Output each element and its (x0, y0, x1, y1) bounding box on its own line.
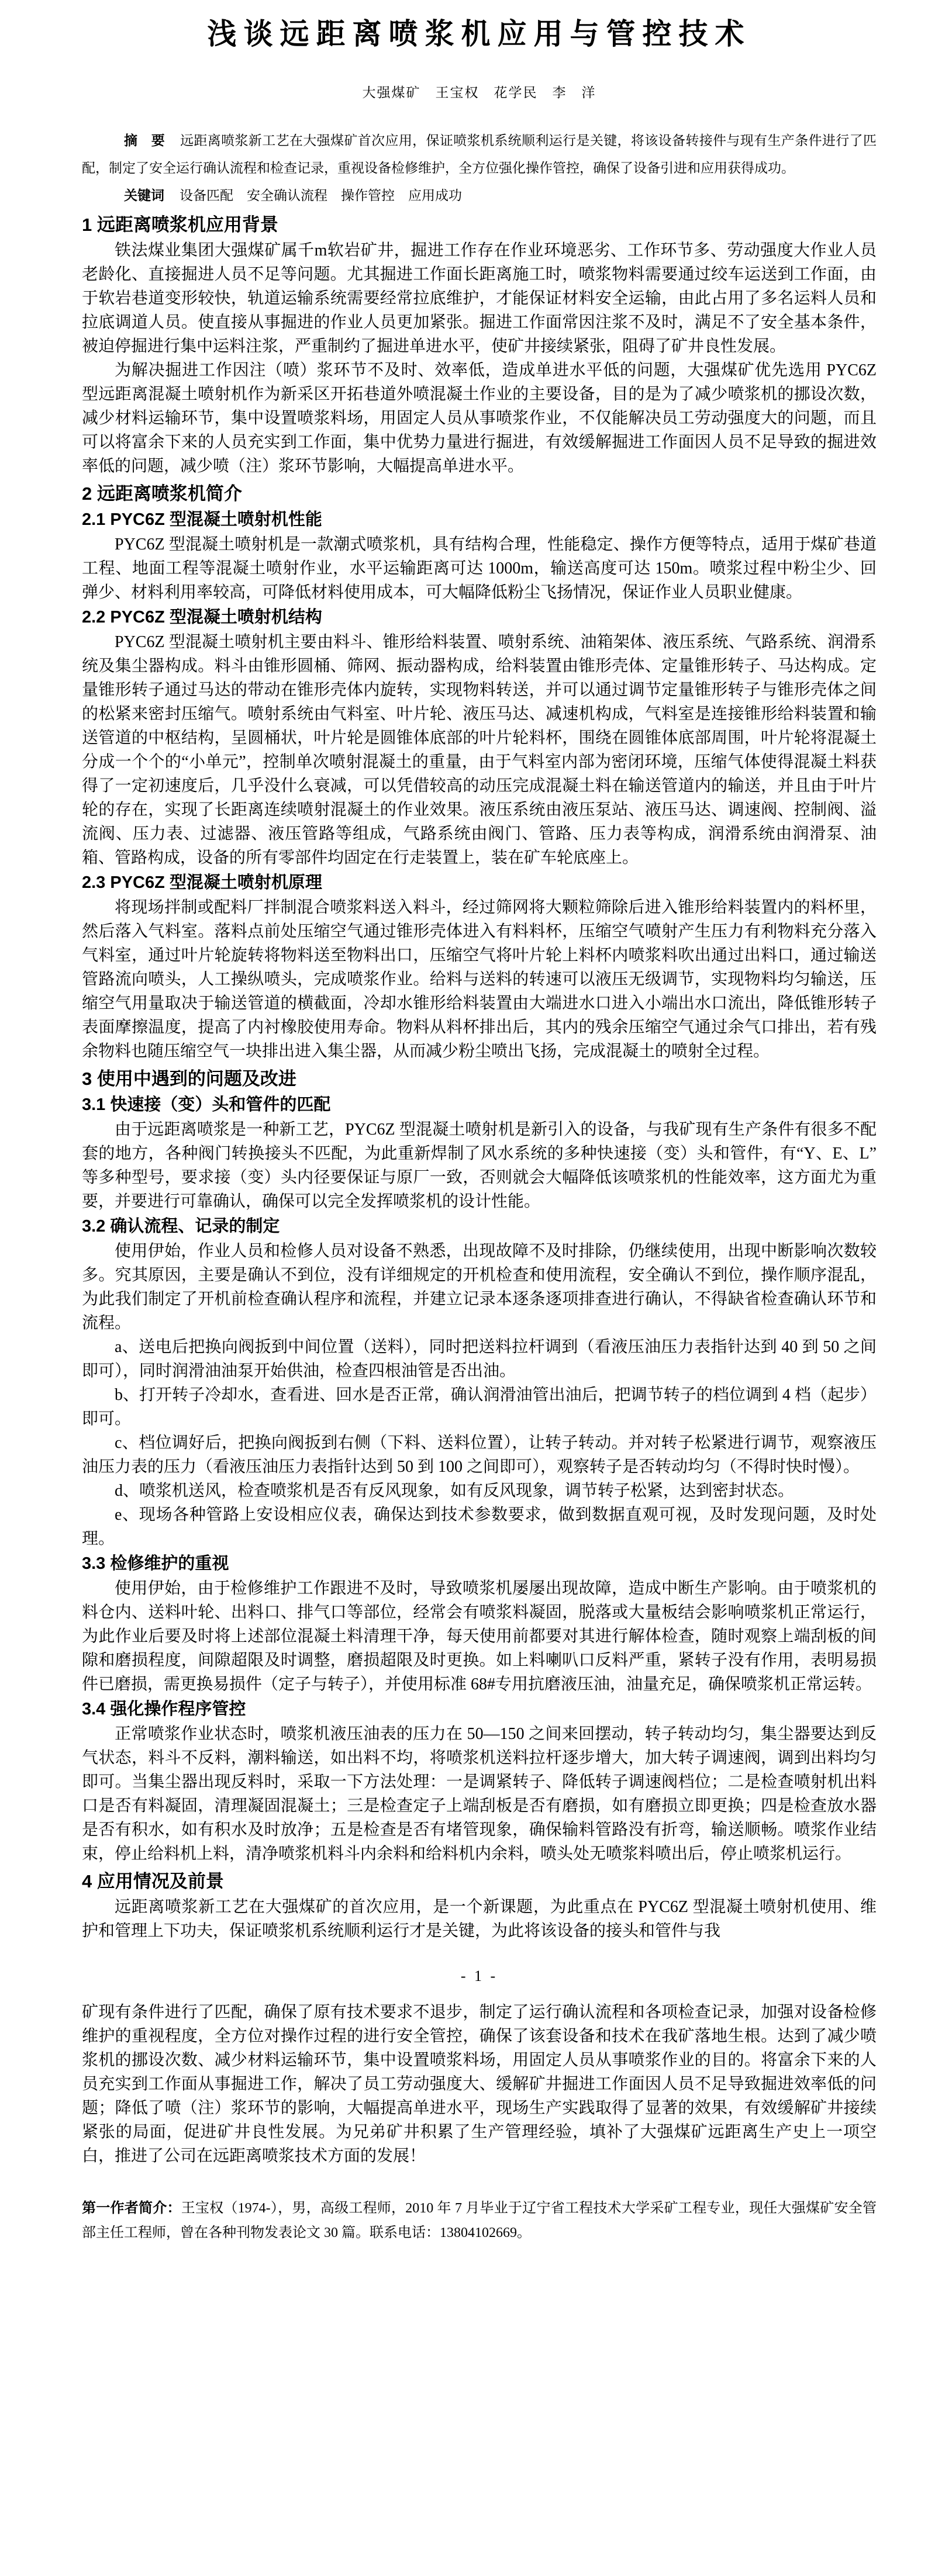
author-bio-text: 王宝权（1974-），男，高级工程师，2010 年 7 月毕业于辽宁省工程技术大学采矿工程专业，现任大强煤矿安全管部主任工程师，曾在各种刊物发表论文 30 篇。联系电话：13804102669。 (82, 2201, 877, 2240)
section-3-4-paragraph: 正常喷浆作业状态时，喷浆机液压油表的压力在 50—150 之间来回摆动，转子转动均匀，集尘器要达到反气状态，料斗不反料，潮料输送，如出料不均，将喷浆机送料拉杆逐步增大，加大转子调速阀，调到出料均匀即可。当集尘器出现反料时，采取一下方法处理：一是调紧转子、降低转子调速阀档位；二是检查喷射机出料口是否有料凝固，清理凝固混凝土；三是检查定子上端刮板是否有磨损，如有磨损立即更换；四是检查放水器是否有积水，如有积水及时放净；五是检查是否有堵管现象，确保输料管路没有折弯，输送顺畅。喷浆作业结束，停止给料机上料，清净喷浆机料斗内余料和给料机内余料，喷头处无喷浆料喷出后，停止喷浆机运行。 (82, 1725, 877, 1863)
section-4-paragraph-page2: 矿现有条件进行了匹配，确保了原有技术要求不退步，制定了运行确认流程和各项检查记录，加强对设备检修维护的重视程度，全方位对操作过程的进行安全管控，确保了该套设备和技术在我矿落地生根。达到了减少喷浆机的挪设次数、减少材料运输环节，集中设置喷浆料场，用固定人员从事喷浆作业的目的。将富余下来的人员充实到工作面从事掘进工作，解决了员工劳动强度大、缓解矿井掘进工作面因人员不足导致掘进效率低的问题；降低了喷（注）浆环节的影响，大幅提高单进水平，现场生产实践取得了显著的效果，有效缓解矿井接续紧张的局面，促进矿井良性发展。为兄弟矿井积累了生产管理经验，填补了大强煤矿远距离生产史上一项空白，推进了公司在远距离喷浆技术方面的发展！ (82, 2003, 877, 2165)
keywords (82, 182, 877, 209)
section-3-4-heading: 3.4 强化操作程序管控 (82, 1700, 246, 1719)
keywords-label: 关键词 (124, 188, 164, 203)
section-3-2-paragraph: 使用伊始，作业人员和检修人员对设备不熟悉，出现故障不及时排除，仍继续使用，出现中断影响次数较多。究其原因，主要是确认不到位，没有详细规定的开机检查和使用流程，安全确认不到位，操作顺序混乱，为此我们制定了开机前检查确认程序和流程，并建立记录本逐条逐项排查进行确认，不得缺省检查确认环节和流程。 (82, 1242, 877, 1332)
section-2-3-heading: 2.3 PYC6Z 型混凝土喷射机原理 (82, 873, 322, 892)
section-4-paragraph-page1: 远距离喷浆新工艺在大强煤矿的首次应用，是一个新课题，为此重点在 PYC6Z 型混凝土喷射机使用、维护和管理上下功夫，保证喷浆机系统顺利运行才是关键，为此将该设备的接头和管件与我 (82, 1898, 877, 1940)
checklist-item-d: d、喷浆机送风，检查喷浆机是否有反风现象，如有反风现象，调节转子松紧，达到密封状态。 (115, 1482, 795, 1500)
section-1-paragraph-2: 为解决掘进工作因注（喷）浆环节不及时、效率低，造成单进水平低的问题，大强煤矿优先选用 PYC6Z 型远距离混凝土喷射机作为新采区开拓巷道外喷混凝土作业的主要设备，目的是为了减少喷浆机的挪设次数，减少材料运输环节，集中设置喷浆料场，用固定人员从事喷浆作业，不仅能解决员工劳动强度大的问题，而且可以将富余下来的人员充实到工作面，集中优势力量进行掘进，有效缓解掘进工作面因人员不足导致的掘进效率低的问题，减少喷（注）浆环节影响，大幅提高单进水平。 (82, 361, 877, 475)
section-2-2-heading: 2.2 PYC6Z 型混凝土喷射机结构 (82, 608, 322, 627)
author-bio-label: 第一作者简介： (82, 2200, 181, 2216)
authors-line: 大强煤矿 王宝权 花学民 李 洋 (362, 85, 596, 100)
section-2-heading: 2 远距离喷浆机简介 (82, 483, 242, 504)
section-2-2-paragraph: PYC6Z 型混凝土喷射机主要由料斗、锥形给料装置、喷射系统、油箱架体、液压系统、气路系统、润滑系统及集尘器构成。料斗由锥形圆桶、筛网、振动器构成，给料装置由锥形壳体、定量锥形转子、马达构成。定量锥形转子通过马达的带动在锥形壳体内旋转，实现物料转送，并可以通过调节定量锥形转子与锥形壳体之间的松紧来密封压缩气。喷射系统由气料室、叶片轮、液压马达、减速机构成，气料室是连接锥形给料装置和输送管道的中枢结构，呈圆桶状，叶片轮是圆锥体底部的叶片轮料杯，围绕在圆锥体底部周围，叶片轮将混凝土分成一个个的“小单元”，控制单次喷射混凝土的重量，由于气料室内部为密闭环境，压缩气体使得混凝土料获得了一定初速度后，几乎没什么衰减，可以凭借较高的动压完成混凝土料在输送管道内的输送，并且由于叶片轮的存在，实现了长距离连续喷射混凝土的作业效果。液压系统由液压泵站、液压马达、调速阀、控制阀、溢流阀、压力表、过滤器、液压管路等组成，气路系统由阀门、管路、压力表等构成，润滑系统由润滑泵、油箱、管路构成，设备的所有零部件均固定在行走装置上，装在矿车轮底座上。 (82, 633, 877, 867)
checklist-item-e: e、现场各种管路上安设相应仪表，确保达到技术参数要求，做到数据直观可视，及时发现问题，及时处理。 (82, 1506, 877, 1548)
abstract-text: 远距离喷浆新工艺在大强煤矿首次应用，保证喷浆机系统顺利运行是关键，将该设备转接件与现有生产条件进行了匹配，制定了安全运行确认流程和检查记录，重视设备检修维护，全方位强化操作管控，确保了设备引进和应用获得成功。 (82, 133, 877, 175)
abstract (82, 127, 877, 182)
section-3-3-paragraph: 使用伊始，由于检修维护工作跟进不及时，导致喷浆机屡屡出现故障，造成中断生产影响。由于喷浆机的料仓内、送料叶轮、出料口、排气口等部位，经常会有喷浆料凝固，脱落或大量板结会影响喷浆机正常运行，为此作业后要及时将上述部位混凝土料清理干净，每天使用前都要对其进行解体检查，随时观察上端刮板的间隙和磨损程度，间隙超限及时调整，磨损超限及时更换。如上料喇叭口反料严重，紧转子没有作用，表明易损件已磨损，需更换易损件（定子与转子），并使用标准 68#专用抗磨液压油，油量充足，确保喷浆机正常运转。 (82, 1579, 877, 1693)
abstract-label: 摘 要 (124, 133, 165, 148)
section-1-paragraph-1: 铁法煤业集团大强煤矿属千m软岩矿井，掘进工作存在作业环境恶劣、工作环节多、劳动强度大作业人员老龄化、直接掘进人员不足等问题。尤其掘进工作面长距离施工时，喷浆物料需要通过绞车运送到工作面，由于软岩巷道变形较快，轨道运输系统需要经常拉底维护，才能保证材料安全运输，由此占用了多名运料人员和拉底调道人员。使直接从事掘进的作业人员更加紧张。掘进工作面常因注浆不及时，满足不了安全基本条件，被迫停掘进行集中运料注浆，严重制约了掘进单进水平，使矿井接续紧张，阻碍了矿井良性发展。 (82, 241, 877, 355)
section-2-1-paragraph: PYC6Z 型混凝土喷射机是一款潮式喷浆机，具有结构合理，性能稳定、操作方便等特点，适用于煤矿巷道工程、地面工程等混凝土喷射作业，水平运输距离可达 1000m，输送高度可达 150m。喷浆过程中粉尘少、回弹少、材料利用率较高，可降低材料使用成本，可大幅降低粉尘飞扬情况，保证作业人员职业健康。 (82, 535, 877, 601)
checklist-item-b: b、打开转子冷却水，查看进、回水是否正常，确认润滑油管出油后，把调节转子的档位调到 4 档（起步）即可。 (82, 1386, 877, 1428)
keywords-text: 设备匹配 安全确认流程 操作管控 应用成功 (180, 188, 462, 203)
section-3-heading: 3 使用中遇到的问题及改进 (82, 1069, 296, 1089)
checklist-item-c: c、档位调好后，把换向阀扳到右侧（下料、送料位置），让转子转动。并对转子松紧进行调节，观察液压油压力表的压力（看液压油压力表指针达到 50 到 100 之间即可），观察转子是否转动均匀（不得时快时慢）。 (82, 1434, 877, 1476)
section-2-1-heading: 2.1 PYC6Z 型混凝土喷射机性能 (82, 510, 322, 529)
author-bio (82, 2196, 877, 2245)
section-3-1-heading: 3.1 快速接（变）头和管件的匹配 (82, 1095, 331, 1114)
section-2-3-paragraph: 将现场拌制或配料厂拌制混合喷浆料送入料斗，经过筛网将大颗粒筛除后进入锥形给料装置内的料杯里，然后落入气料室。落料点前处压缩空气通过锥形壳体进入有料料杯，压缩空气喷射产生压力有利物料充分落入气料室，通过叶片轮旋转将物料送至物料出口，压缩空气将叶片轮上料杯内喷浆料吹出通过出料口，通过输送管路流向喷头，人工操纵喷头，完成喷浆作业。给料与送料的转速可以液压无级调节，实现物料均匀输送，压缩空气用量取决于输送管道的横截面，冷却水锥形给料装置由大端进水口进入小端出水口流出，降低锥形转子表面摩擦温度，提高了内衬橡胶使用寿命。物料从料杯排出后，其内的残余压缩空气通过余气口排出，若有残余物料也随压缩空气一块排出进入集尘器，从而减少粉尘喷出飞扬，完成混凝土的喷射全过程。 (82, 898, 877, 1060)
section-4-heading: 4 应用情况及前景 (82, 1871, 224, 1892)
section-3-2-heading: 3.2 确认流程、记录的制定 (82, 1217, 280, 1236)
section-1-heading: 1 远距离喷浆机应用背景 (82, 215, 278, 235)
section-3-3-heading: 3.3 检修维护的重视 (82, 1554, 229, 1573)
paper-title: 浅谈远距离喷浆机应用与管控技术 (207, 18, 751, 50)
page-number: - 1 - (460, 1968, 498, 1984)
checklist-item-a: a、送电后把换向阀扳到中间位置（送料），同时把送料拉杆调到（看液压油压力表指针达到 40 到 50 之间即可），同时润滑油油泵开始供油，检查四根油管是否出油。 (82, 1338, 877, 1380)
section-3-1-paragraph: 由于远距离喷浆是一种新工艺，PYC6Z 型混凝土喷射机是新引入的设备，与我矿现有生产条件有很多不配套的地方，各种阀门转换接头不匹配，为此重新焊制了风水系统的多种快速接（变）头和管件，有“Y、E、L”等多种型号，要求接（变）头内径要保证与原厂一致，否则就会大幅降低该喷浆机的性能效率，这方面尤为重要，并要进行可靠确认，确保可以完全发挥喷浆机的设计性能。 (82, 1121, 877, 1211)
